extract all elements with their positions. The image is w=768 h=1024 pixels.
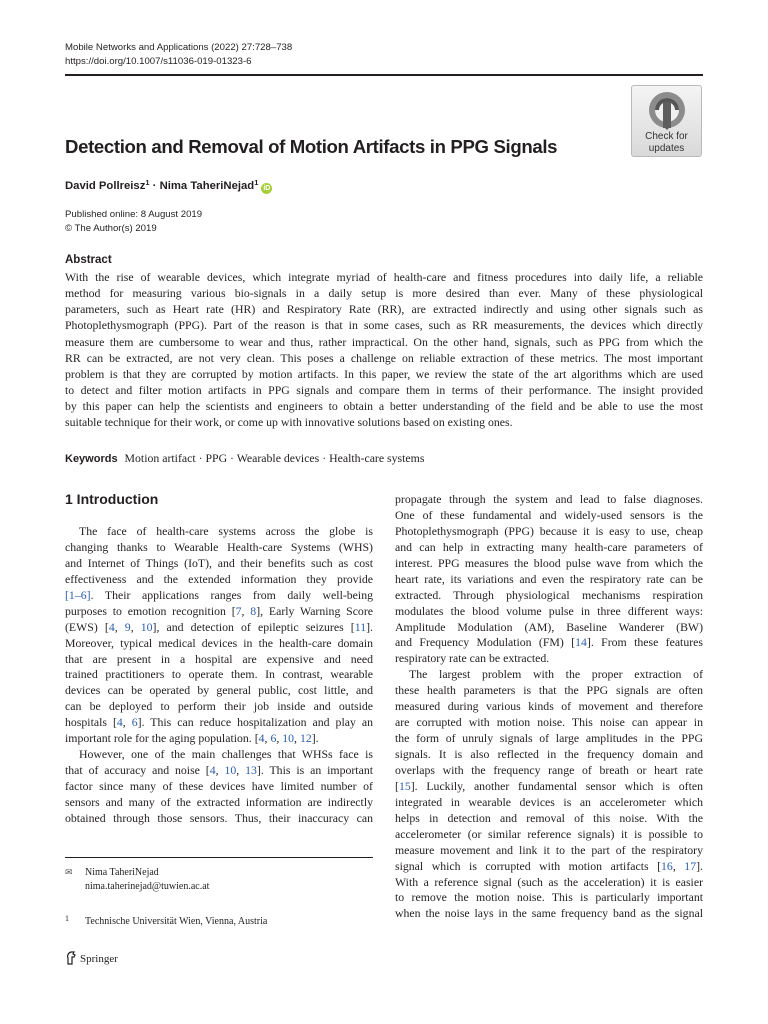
- body-line: [65, 731, 373, 747]
- citation-link[interactable]: 4: [209, 763, 216, 778]
- body-line: and can help in extracting many health-care parameters of: [395, 539, 703, 554]
- body-line: integrated in wearable devices is an accelerometer which: [395, 794, 703, 809]
- body-text: ]. This can reduce hospitalization and play an: [137, 715, 373, 730]
- updates-label: updates: [648, 143, 685, 154]
- contact-email[interactable]: nima.taherinejad@tuwien.ac.at: [85, 881, 210, 892]
- body-line: [65, 588, 373, 604]
- abstract-line: suitable technique for their work, or come up with innovative solutions based on existing ones.: [65, 415, 513, 430]
- body-line: [65, 620, 373, 636]
- citation-link[interactable]: 4: [108, 619, 115, 634]
- body-line: One of these fundamental and widely-used sensors is the: [395, 507, 703, 522]
- body-text: that of accuracy and noise [: [65, 763, 210, 778]
- body-line: Photoplethysmograph (PPG) because it is easy to use, cheap: [395, 523, 703, 538]
- body-text: (EWS) [: [65, 619, 109, 634]
- affiliation-text: Technische Universität Wien, Vienna, Austria: [85, 916, 268, 927]
- doi-link[interactable]: https://doi.org/10.1007/s11036-019-01323-6: [65, 56, 252, 67]
- abstract-line: parameters, such as Heart rate (HR) and Respiratory Rate (RR), are extracted indirectly and using other signals such as: [65, 302, 703, 317]
- body-line: factor since many of these devices have limited number of: [65, 779, 373, 793]
- citation-link[interactable]: 11: [354, 619, 367, 634]
- body-line: [395, 635, 703, 651]
- author-name[interactable]: Nima TaheriNejad: [159, 180, 255, 192]
- body-line: With a reference signal (such as the acceleration) it is easier: [395, 874, 703, 889]
- citation-link[interactable]: 10: [282, 731, 295, 746]
- body-text: ], Early Warning Score: [256, 603, 373, 618]
- citation-link[interactable]: 13: [245, 763, 257, 778]
- body-line: and Internet of Things (IoT), and their benefits such as cost: [65, 555, 373, 570]
- citation-link[interactable]: 10: [224, 763, 237, 778]
- body-line: these health parameters is that the PPG signals are often: [395, 683, 703, 698]
- body-line: [65, 715, 373, 731]
- citation-link[interactable]: 8: [250, 603, 257, 618]
- body-text: ,: [215, 763, 225, 778]
- body-text: ]. Luckily, another fundamental sensor which is often: [410, 778, 703, 793]
- citation-link[interactable]: 9: [124, 619, 131, 634]
- keywords-label: Keywords: [65, 453, 118, 465]
- body-line: modulates the blood volume pulse in three different ways:: [395, 603, 703, 618]
- body-text: ].: [366, 619, 373, 634]
- body-line: the form of unruly signals of large amplitudes in the PPG: [395, 731, 703, 746]
- abstract-line: RR can be extracted, are not very clean. This poses a challenge on reliable extraction of these metrics. The most important: [65, 350, 703, 365]
- orcid-icon[interactable]: iD: [263, 185, 271, 192]
- citation-link[interactable]: 14: [575, 635, 587, 650]
- citation-link[interactable]: [1–6]: [65, 587, 91, 602]
- body-text: and Frequency Modulation (FM) [: [395, 635, 576, 650]
- citation-link[interactable]: 12: [299, 731, 312, 746]
- body-line: measure movement and link it to the part of the respiratory: [395, 842, 703, 857]
- publication-info: [65, 208, 202, 236]
- body-text: ,: [672, 858, 685, 873]
- body-text: purposes to emotion recognition [: [65, 603, 236, 618]
- body-text: ,: [130, 619, 141, 634]
- contact-name: Nima TaheriNejad: [85, 867, 159, 878]
- body-text: hospitals [: [65, 715, 117, 730]
- citation-link[interactable]: 4: [258, 731, 265, 746]
- publisher-name: Springer: [80, 953, 118, 965]
- citation-link[interactable]: 7: [235, 603, 242, 618]
- body-line: overlaps with the frequency range of breath or heart rate: [395, 762, 703, 777]
- abstract-line: problem is that they are corrupted by motion artifacts. In this paper, we review the state of the art algorithms which are used: [65, 366, 703, 381]
- body-line: heart rate, its variations and even the respiratory rate can be: [395, 571, 703, 586]
- copyright-notice: © The Author(s) 2019: [65, 223, 157, 234]
- body-line: [65, 763, 373, 779]
- abstract-line: by this paper can help the scientists and engineers to obtain a better understanding of the field and be able to use the most: [65, 399, 703, 414]
- body-text: [: [395, 778, 399, 793]
- contact-footnote: [65, 866, 209, 893]
- abstract-body: [65, 269, 703, 430]
- journal-header: [65, 41, 292, 69]
- body-line: accelerometer (or similar reference signals) it is possible to: [395, 826, 703, 841]
- body-line: respiratory rate can be extracted.: [395, 651, 550, 666]
- author-separator: ·: [149, 180, 160, 192]
- body-text: ,: [294, 731, 300, 746]
- body-line: [395, 779, 703, 795]
- body-line: signals. It is also reflected in the frequency domain and: [395, 747, 703, 761]
- body-column-left: [65, 524, 373, 827]
- affiliation-mark: 1: [65, 914, 69, 923]
- body-line: helps in detection and removal of this noise. With the: [395, 810, 703, 825]
- body-line: Amplitude Modulation (AM), Baseline Wanderer (BW): [395, 619, 703, 634]
- abstract-line: measure them are cumbersome to wear and thus, rather impractical. On the other hand, signals, such as PPG from which the: [65, 334, 703, 349]
- body-line: when the noise lays in the same frequency band as the signal: [395, 906, 703, 921]
- abstract-line: to detect and filter motion artifacts in PPG signals and compare them in terms of their performance. The insight provided: [65, 382, 703, 397]
- check-for-updates-badge[interactable]: [631, 85, 702, 157]
- body-text: ,: [122, 715, 132, 730]
- body-line: interest. PPG measures the blood pulse wave from which the: [395, 555, 703, 570]
- paper-title: Detection and Removal of Motion Artifacts in PPG Signals: [65, 136, 558, 157]
- body-line: are corrupted with motion noise. This noise can appear in: [395, 715, 703, 730]
- footnote-rule: [65, 857, 373, 858]
- citation-link[interactable]: 4: [116, 715, 123, 730]
- body-line: trained practitioners to operate them. In contrast, wearable: [65, 667, 373, 682]
- body-text: ], and detection of epileptic seizures [: [152, 619, 355, 634]
- body-line: extracted. Through physiological mechanisms respiration: [395, 587, 703, 602]
- body-line: can be deployed to perform their job inside and outside: [65, 699, 373, 714]
- body-line: [395, 859, 703, 875]
- citation-link[interactable]: 15: [398, 778, 411, 793]
- body-text: ,: [236, 763, 246, 778]
- citation-link[interactable]: 17: [684, 858, 697, 873]
- keywords-list: Motion artifact · PPG · Wearable devices · Health-care systems: [124, 451, 425, 465]
- author-list: [65, 178, 272, 194]
- published-date: Published online: 8 August 2019: [65, 209, 203, 220]
- publisher-logo: [65, 951, 118, 967]
- body-line: The face of health-care systems across the globe is: [79, 524, 373, 538]
- author-affiliation-mark: 1: [145, 178, 150, 187]
- journal-citation: Mobile Networks and Applications (2022) 27:728–738: [65, 42, 293, 53]
- body-column-right: [395, 492, 703, 922]
- body-text: important role for the aging population. [: [65, 731, 259, 746]
- body-line: Moreover, typical medical devices in the health-care domain: [65, 635, 373, 650]
- keywords: [65, 450, 424, 467]
- body-line: obtained through those sensors. Thus, their inaccuracy can: [65, 810, 373, 825]
- author-affiliation-mark: 1: [254, 178, 259, 187]
- abstract-line: With the rise of wearable devices, which integrate myriad of health-care and fitness procedures into daily life, a reliable: [65, 270, 703, 284]
- body-text: ].: [311, 731, 319, 746]
- body-text: ,: [276, 731, 283, 746]
- citation-link[interactable]: 6: [131, 715, 138, 730]
- body-line: [65, 604, 373, 620]
- springer-horse-icon: [65, 951, 77, 965]
- affiliation-footnote: [65, 912, 267, 928]
- header-rule: [65, 74, 703, 76]
- body-line: measured during various kinds of movement and therefore: [395, 699, 703, 714]
- body-text: ,: [241, 603, 251, 618]
- author-name[interactable]: David Pollreisz: [65, 180, 146, 192]
- body-line: changing thanks to Wearable Health-care Systems (WHS): [65, 539, 373, 554]
- body-line: The largest problem with the proper extraction of: [409, 667, 703, 682]
- body-text: ,: [264, 731, 271, 746]
- abstract-heading: Abstract: [65, 254, 112, 266]
- body-text: ].: [696, 858, 703, 873]
- citation-link[interactable]: 16: [661, 858, 673, 873]
- body-text: ,: [114, 619, 125, 634]
- abstract-line: Photoplethysmograph (PPG). Part of the reason is that in some cases, such as RR measurements, the devices which directly: [65, 318, 703, 333]
- body-line: that are present in a hospital are expensive and need: [65, 651, 373, 666]
- body-text: ]. From these features: [586, 635, 703, 650]
- body-line: to remove the motion noise. This is particularly important: [395, 890, 703, 905]
- body-line: sensors and many of the extracted information are indirectly: [65, 794, 373, 809]
- body-line: propagate through the system and lead to false diagnoses.: [395, 492, 703, 506]
- body-line: devices can be operated by general public, cost little, and: [65, 683, 373, 698]
- body-text: . Their applications ranges from daily well-being: [90, 587, 373, 602]
- body-text: signal which is corrupted with motion artifacts [: [395, 858, 662, 873]
- abstract-line: method for measuring various bio-signals in a daily setup is more desired than ever. Many of these physiological: [65, 286, 703, 301]
- envelope-icon: ✉: [65, 868, 73, 878]
- body-text: ]. This is an important: [256, 763, 373, 778]
- body-line: However, one of the main challenges that WHSs face is: [79, 747, 373, 762]
- citation-link[interactable]: 10: [140, 619, 153, 634]
- citation-link[interactable]: 6: [270, 731, 277, 746]
- section-heading-introduction: 1 Introduction: [65, 491, 159, 507]
- check-for-label: Check for: [645, 131, 688, 142]
- crossmark-icon: [647, 90, 687, 130]
- body-line: effectiveness and the extended information they provide: [65, 571, 373, 586]
